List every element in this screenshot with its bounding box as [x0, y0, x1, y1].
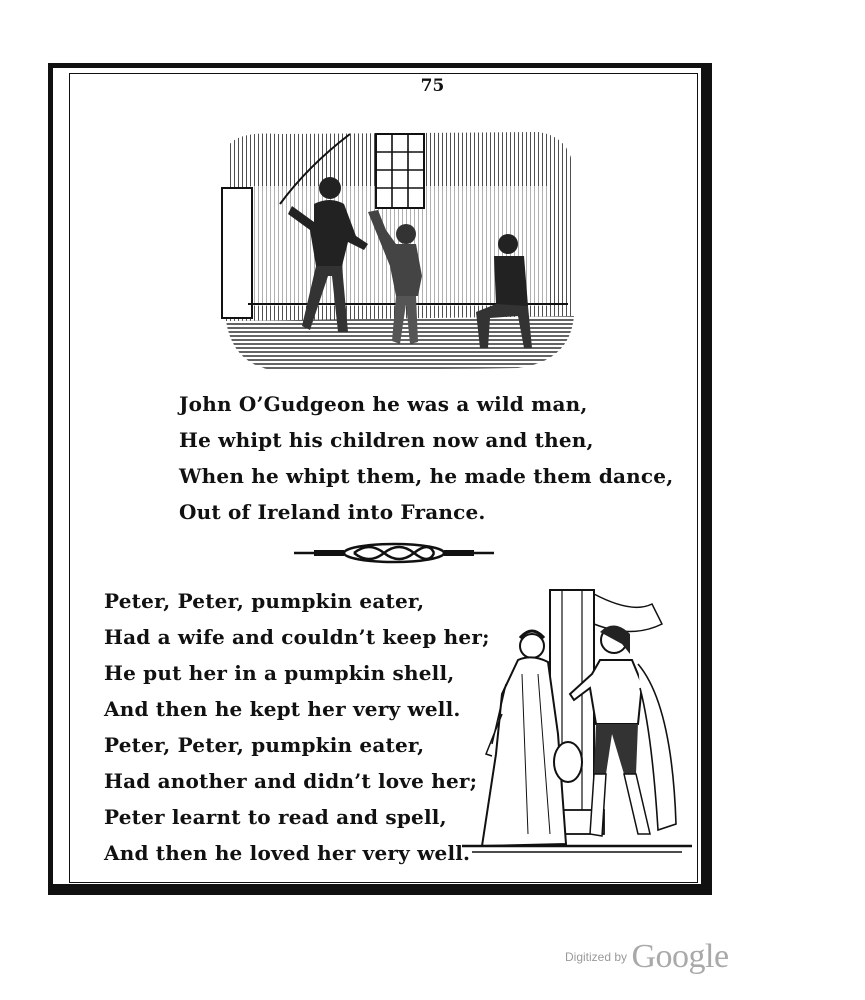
- poem-line: Peter, Peter, pumpkin eater,: [104, 733, 425, 757]
- poem-line: When he whipt them, he made them dance,: [179, 464, 674, 488]
- poem-line: Out of Ireland into France.: [179, 500, 486, 524]
- page-number: 75: [420, 76, 445, 96]
- poem-line: He put her in a pumpkin shell,: [104, 661, 455, 685]
- peter-and-wife-image: [462, 584, 692, 859]
- poem-line: Peter, Peter, pumpkin eater,: [104, 589, 425, 613]
- poem-line: John O’Gudgeon he was a wild man,: [179, 392, 588, 416]
- top-woodcut-illustration: [218, 126, 578, 376]
- poem-line: Peter learnt to read and spell,: [104, 805, 447, 829]
- google-logo: Google: [631, 938, 729, 975]
- poem-peter-pumpkin-eater: [104, 583, 490, 871]
- poem-line: Had a wife and couldn’t keep her;: [104, 625, 490, 649]
- digitized-by-google-watermark: [565, 938, 729, 976]
- poem-john-ogudgeon: [179, 386, 673, 530]
- poem-line: And then he loved her very well.: [104, 841, 471, 865]
- bottom-woodcut-illustration: [462, 584, 692, 859]
- poem-line: He whipt his children now and then,: [179, 428, 594, 452]
- poem-line: And then he kept her very well.: [104, 697, 461, 721]
- poem-line: Had another and didn’t love her;: [104, 769, 478, 793]
- whipping-scene-image: [218, 126, 578, 376]
- digitized-label: Digitized by: [565, 950, 628, 964]
- ornament-divider: [294, 538, 494, 572]
